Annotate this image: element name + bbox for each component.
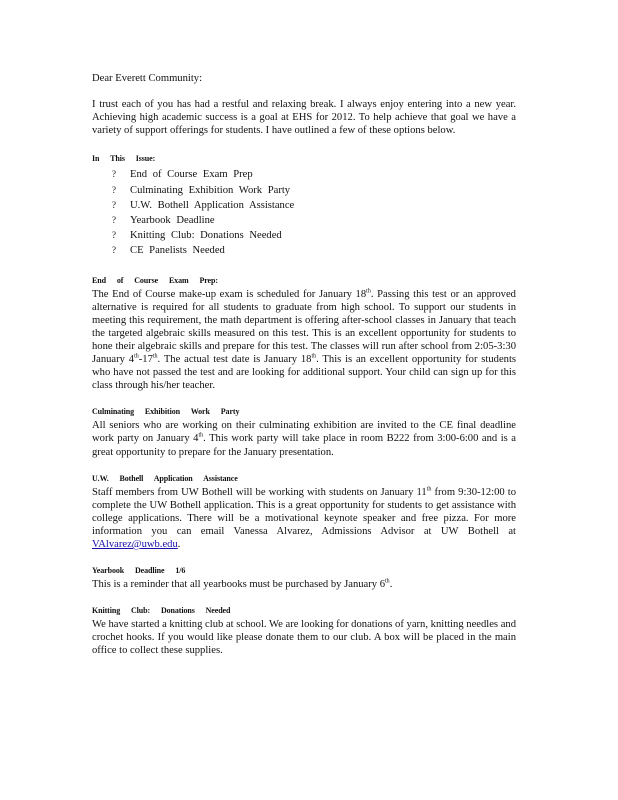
bullet-icon: ? (112, 199, 116, 210)
bullet-icon: ? (112, 245, 116, 256)
letter-body (92, 72, 516, 672)
toc-item (92, 183, 516, 198)
section-exam-prep (92, 276, 516, 393)
body-text: All seniors who are working on their culminating exhibition are invited to the CE final deadline work party on January 4 (92, 420, 516, 445)
bullet-icon: ? (112, 184, 116, 195)
section-yearbook (92, 566, 516, 591)
ordinal-suffix: th (198, 432, 204, 439)
letter-greeting: Dear Everett Community: (92, 73, 203, 84)
section-uw-bothell (92, 474, 516, 551)
toc-item-label: CE Panelists Needed (130, 245, 225, 257)
body-text: The End of Course make-up exam is scheduled for January 18 (92, 288, 367, 300)
email-link[interactable]: VAlvarez@uwb.edu (92, 539, 178, 550)
toc-item-label: Knitting Club: Donations Needed (130, 230, 282, 242)
ordinal-suffix: th (152, 353, 158, 360)
body-text: . This work party will take place in room B222 from 3:00-6:00 and is a great opportunity to prepare for the January presentation. (92, 433, 517, 458)
section-work-party (92, 407, 516, 458)
bullet-icon: ? (112, 214, 116, 225)
ordinal-suffix: th (134, 353, 139, 360)
toc-item (92, 213, 516, 228)
bullet-icon: ? (112, 230, 116, 241)
toc-item (92, 198, 516, 213)
toc-item-label: Yearbook Deadline (130, 214, 215, 226)
ordinal-suffix: th (366, 288, 371, 295)
toc-list (92, 167, 516, 258)
toc-item-label: End of Course Exam Prep (130, 169, 253, 181)
letter-intro: I trust each of you has had a restful and relaxing break. I always enjoy entering into a new year. Achieving high academic success is a goal at EHS for 2012. To help achieve that goal we have a variety of support offerings for students. I have outlined a few of these options below. (92, 99, 516, 137)
ordinal-suffix: th (385, 578, 390, 585)
section-heading: Yearbook Deadline 1/6 (92, 566, 186, 576)
ordinal-suffix: th (311, 353, 317, 360)
section-heading: Knitting Club: Donations Needed (92, 606, 231, 616)
toc-item (92, 243, 516, 258)
body-text: from 9:30-12:00 to complete the UW Bothell application. This is a great opportunity for students to get assistance with college applications. There will be a motivational keynote speaker and free pizza. For more information you can email Vanessa Alvarez, Admissions Advisor at UW Bothell at (92, 486, 517, 537)
toc-item-label: Culminating Exhibition Work Party (130, 184, 291, 196)
toc-item-label: U.W. Bothell Application Assistance (130, 199, 295, 211)
section-body (92, 288, 516, 393)
section-heading: End of Course Exam Prep: (92, 275, 218, 285)
body-text: . The actual test date is January 18 (157, 354, 312, 366)
section-knitting (92, 606, 516, 657)
section-body (92, 419, 516, 458)
body-text: . Passing this test or an approved alternative is required for all students to graduate from high school. To support our students in meeting this requirement, the math department is offering after-school classes in January that teach the targeted algebraic skills measured on this test. This is an excellent opportunity for students to hone their algebraic skills and prepare for this test. The classes will run after school from 2:05-3:30 January 4 (92, 288, 516, 366)
body-text: . (389, 579, 393, 591)
section-heading: Culminating Exhibition Work Party (92, 407, 240, 417)
body-text: Staff members from UW Bothell will be working with students on January 11 (92, 486, 427, 498)
ordinal-suffix: th (426, 486, 432, 493)
body-text: This is a reminder that all yearbooks must be purchased by January 6 (92, 579, 386, 591)
section-body: We have started a knitting club at school. We are looking for donations of yarn, knitting needles and crochet hooks. If you would like please donate them to our club. A box will be placed in the main office to collect these supplies. (92, 619, 516, 657)
toc-heading: In This Issue: (92, 154, 156, 164)
body-text: -17 (138, 354, 153, 366)
body-text: . (177, 539, 181, 550)
section-body (92, 486, 516, 551)
toc-item (92, 228, 516, 243)
body-text: . This is an excellent opportunity for students who have not passed the test and are looking for additional support. Your child can sign up for this class through his/her teacher. (92, 354, 517, 392)
bullet-icon: ? (112, 169, 116, 180)
section-heading: U.W. Bothell Application Assistance (92, 473, 238, 483)
section-body (92, 578, 516, 591)
toc-item (92, 167, 516, 182)
